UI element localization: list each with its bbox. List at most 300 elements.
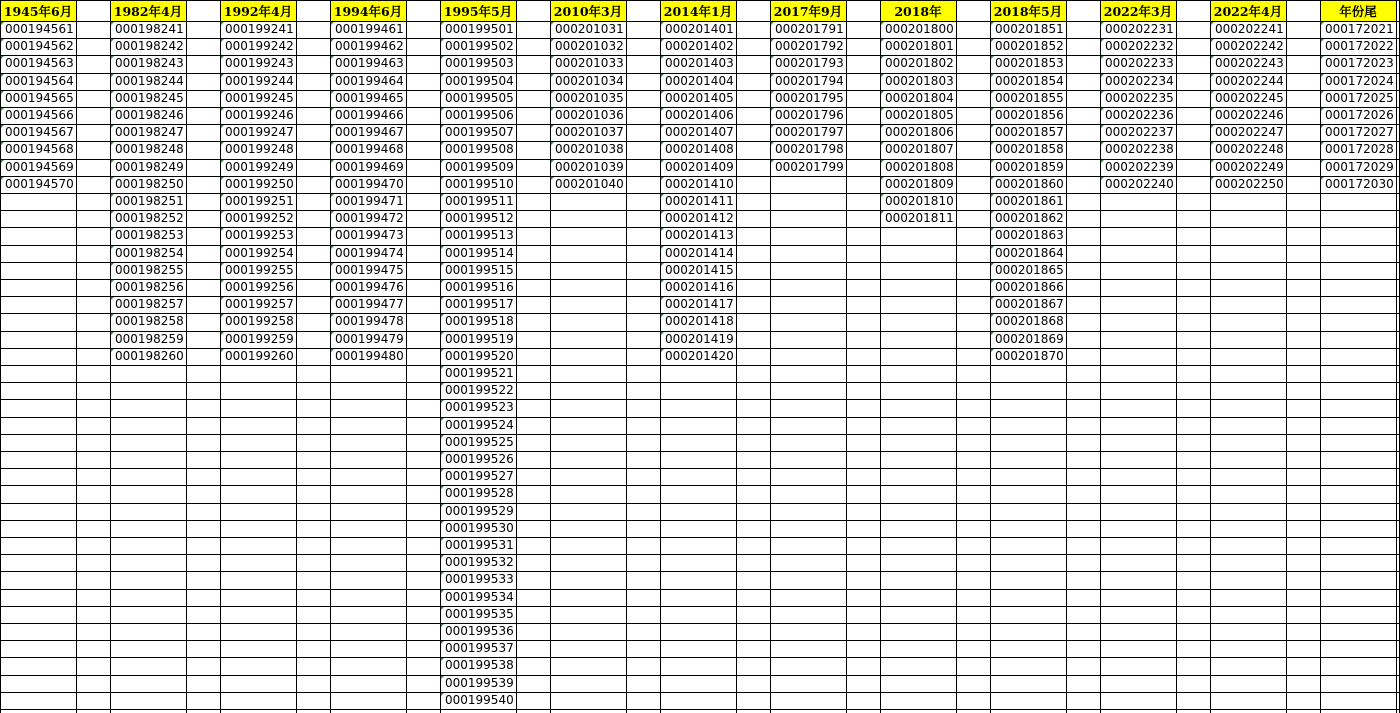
table-cell[interactable]: [990, 245, 1066, 262]
grid-line: [0, 537, 1400, 538]
table-cell[interactable]: [990, 262, 1066, 279]
cell-value: 000199464: [335, 73, 404, 88]
table-cell[interactable]: [0, 176, 76, 193]
cell-value: 000201808: [885, 159, 954, 174]
grid-line: [0, 606, 1400, 607]
cell-value: 000199540: [445, 692, 514, 707]
table-cell[interactable]: [220, 313, 296, 330]
table-cell[interactable]: [880, 55, 956, 72]
table-cell[interactable]: [770, 73, 846, 90]
table-cell[interactable]: [330, 193, 406, 210]
table-cell[interactable]: [330, 331, 406, 348]
cell-value: 000202239: [1105, 159, 1174, 174]
table-cell[interactable]: [440, 640, 516, 657]
table-cell[interactable]: [660, 193, 736, 210]
table-cell[interactable]: [110, 227, 186, 244]
table-cell[interactable]: [330, 90, 406, 107]
table-cell[interactable]: [1100, 141, 1176, 158]
table-cell[interactable]: [990, 331, 1066, 348]
cell-value: 000198245: [115, 90, 184, 105]
table-cell[interactable]: [330, 124, 406, 141]
table-cell[interactable]: [110, 55, 186, 72]
table-cell[interactable]: [220, 245, 296, 262]
table-cell[interactable]: [0, 107, 76, 124]
table-cell[interactable]: [110, 279, 186, 296]
column-header[interactable]: 2018年: [880, 0, 956, 21]
table-cell[interactable]: [440, 227, 516, 244]
table-cell[interactable]: [220, 107, 296, 124]
table-cell[interactable]: [330, 176, 406, 193]
cell-value: 000201039: [555, 159, 624, 174]
table-cell[interactable]: [550, 141, 626, 158]
column-header[interactable]: 1992年4月: [220, 0, 296, 21]
table-cell[interactable]: [110, 73, 186, 90]
table-cell[interactable]: [220, 296, 296, 313]
cell-value: 000199473: [335, 228, 404, 243]
table-cell[interactable]: [220, 73, 296, 90]
table-cell[interactable]: [770, 124, 846, 141]
table-cell[interactable]: [440, 554, 516, 571]
table-cell[interactable]: [770, 141, 846, 158]
table-cell[interactable]: [990, 193, 1066, 210]
table-cell[interactable]: [330, 210, 406, 227]
cell-value: 000201861: [995, 194, 1064, 208]
grid-line: [0, 279, 1400, 280]
table-cell[interactable]: [220, 262, 296, 279]
cell-value: 000199254: [225, 245, 294, 260]
table-cell[interactable]: [440, 124, 516, 141]
table-cell[interactable]: [880, 73, 956, 90]
table-cell[interactable]: [220, 227, 296, 244]
table-cell[interactable]: [330, 296, 406, 313]
table-cell[interactable]: [1320, 73, 1396, 90]
cell-value: 000202235: [1105, 90, 1174, 105]
table-cell[interactable]: [440, 159, 516, 176]
table-cell[interactable]: [110, 141, 186, 158]
table-cell[interactable]: [660, 296, 736, 313]
cell-value: 000201416: [665, 280, 734, 294]
cell-value: 000199530: [445, 520, 514, 535]
table-cell[interactable]: [880, 90, 956, 107]
cell-value: 000199506: [445, 108, 514, 122]
table-cell[interactable]: [550, 124, 626, 141]
table-cell[interactable]: [440, 296, 516, 313]
table-cell[interactable]: [1210, 124, 1286, 141]
table-cell[interactable]: [220, 141, 296, 158]
table-cell[interactable]: [550, 21, 626, 38]
table-cell[interactable]: [550, 90, 626, 107]
cell-value: 000198258: [115, 314, 184, 329]
cell-value: 000201863: [995, 228, 1064, 243]
cell-value: 000198252: [115, 211, 184, 226]
grid-line: [0, 451, 1400, 452]
cell-value: 000201869: [995, 331, 1064, 346]
table-cell[interactable]: [660, 348, 736, 365]
table-cell[interactable]: [1320, 90, 1396, 107]
table-cell[interactable]: [1210, 21, 1286, 38]
cell-value: 000199461: [335, 22, 404, 36]
table-cell[interactable]: [770, 55, 846, 72]
table-cell[interactable]: [660, 227, 736, 244]
table-cell[interactable]: [110, 245, 186, 262]
table-cell[interactable]: [440, 623, 516, 640]
column-header[interactable]: 1994年6月: [330, 0, 406, 21]
column-header[interactable]: 2022年3月: [1100, 0, 1176, 21]
table-cell[interactable]: [0, 90, 76, 107]
table-cell[interactable]: [440, 537, 516, 554]
table-cell[interactable]: [1100, 90, 1176, 107]
table-cell[interactable]: [220, 331, 296, 348]
table-cell[interactable]: [770, 21, 846, 38]
table-cell[interactable]: [0, 141, 76, 158]
cell-value: 000199253: [225, 228, 294, 243]
table-cell[interactable]: [660, 73, 736, 90]
table-cell[interactable]: [660, 176, 736, 193]
cell-value: 000201793: [775, 56, 844, 71]
table-cell[interactable]: [1100, 21, 1176, 38]
cell-value: 000201798: [775, 142, 844, 157]
table-cell[interactable]: [440, 606, 516, 623]
cell-value: 000198251: [115, 194, 184, 208]
table-cell[interactable]: [1320, 176, 1396, 193]
cell-value: 000202250: [1215, 176, 1284, 191]
table-cell[interactable]: [550, 107, 626, 124]
cell-value: 000199533: [445, 572, 514, 587]
table-cell[interactable]: [660, 141, 736, 158]
table-cell[interactable]: [220, 279, 296, 296]
table-cell[interactable]: [880, 176, 956, 193]
table-cell[interactable]: [440, 107, 516, 124]
cell-value: 000199468: [335, 142, 404, 157]
table-cell[interactable]: [440, 520, 516, 537]
table-cell[interactable]: [330, 141, 406, 158]
table-cell[interactable]: [880, 107, 956, 124]
table-cell[interactable]: [990, 21, 1066, 38]
table-cell[interactable]: [1210, 107, 1286, 124]
grid-line: [0, 245, 1400, 246]
grid-line: [0, 107, 1400, 108]
table-cell[interactable]: [440, 657, 516, 674]
column-header[interactable]: 1982年4月: [110, 0, 186, 21]
table-cell[interactable]: [440, 434, 516, 451]
table-cell[interactable]: [0, 55, 76, 72]
table-cell[interactable]: [660, 124, 736, 141]
table-cell[interactable]: [0, 124, 76, 141]
table-cell[interactable]: [1100, 159, 1176, 176]
table-cell[interactable]: [440, 589, 516, 606]
table-cell[interactable]: [330, 262, 406, 279]
table-cell[interactable]: [1210, 73, 1286, 90]
cell-value: 000201411: [665, 194, 734, 208]
table-cell[interactable]: [770, 159, 846, 176]
table-cell[interactable]: [1100, 38, 1176, 55]
table-cell[interactable]: [660, 331, 736, 348]
column-header[interactable]: 2018年5月: [990, 0, 1066, 21]
table-cell[interactable]: [550, 38, 626, 55]
table-cell[interactable]: [1320, 107, 1396, 124]
table-cell[interactable]: [220, 176, 296, 193]
table-cell[interactable]: [0, 21, 76, 38]
table-cell[interactable]: [110, 21, 186, 38]
cell-value: 000199504: [445, 73, 514, 88]
table-cell[interactable]: [110, 331, 186, 348]
table-cell[interactable]: [880, 141, 956, 158]
table-cell[interactable]: [550, 159, 626, 176]
cell-value: 000172023: [1325, 56, 1394, 71]
table-cell[interactable]: [110, 90, 186, 107]
table-cell[interactable]: [1320, 159, 1396, 176]
table-cell[interactable]: [110, 176, 186, 193]
table-cell[interactable]: [330, 73, 406, 90]
table-cell[interactable]: [440, 245, 516, 262]
cell-value: 000199260: [225, 348, 294, 363]
cell-value: 000199514: [445, 245, 514, 260]
table-cell[interactable]: [440, 485, 516, 502]
table-cell[interactable]: [990, 313, 1066, 330]
cell-value: 000201806: [885, 125, 954, 140]
table-cell[interactable]: [110, 124, 186, 141]
table-cell[interactable]: [220, 193, 296, 210]
table-cell[interactable]: [660, 21, 736, 38]
table-cell[interactable]: [440, 365, 516, 382]
table-cell[interactable]: [110, 313, 186, 330]
table-cell[interactable]: [440, 399, 516, 416]
table-cell[interactable]: [1210, 159, 1286, 176]
table-cell[interactable]: [330, 159, 406, 176]
table-cell[interactable]: [440, 262, 516, 279]
cell-value: 000202245: [1215, 90, 1284, 105]
table-cell[interactable]: [220, 159, 296, 176]
table-cell[interactable]: [110, 296, 186, 313]
table-cell[interactable]: [990, 73, 1066, 90]
table-cell[interactable]: [990, 210, 1066, 227]
table-cell[interactable]: [220, 124, 296, 141]
cell-value: 000202240: [1105, 176, 1174, 191]
table-cell[interactable]: [1320, 38, 1396, 55]
table-cell[interactable]: [440, 348, 516, 365]
table-cell[interactable]: [440, 38, 516, 55]
table-cell[interactable]: [110, 107, 186, 124]
table-cell[interactable]: [880, 193, 956, 210]
table-cell[interactable]: [550, 55, 626, 72]
table-cell[interactable]: [440, 692, 516, 709]
table-cell[interactable]: [990, 124, 1066, 141]
cell-value: 000201417: [665, 297, 734, 312]
cell-value: 000199475: [335, 262, 404, 277]
table-cell[interactable]: [330, 245, 406, 262]
table-cell[interactable]: [1100, 176, 1176, 193]
cell-value: 000201866: [995, 280, 1064, 294]
table-cell[interactable]: [880, 21, 956, 38]
table-cell[interactable]: [660, 107, 736, 124]
grid-line: [0, 657, 1400, 658]
table-cell[interactable]: [330, 21, 406, 38]
table-cell[interactable]: [440, 313, 516, 330]
table-cell[interactable]: [990, 296, 1066, 313]
table-cell[interactable]: [990, 227, 1066, 244]
grid-line: [0, 623, 1400, 624]
table-cell[interactable]: [440, 279, 516, 296]
table-cell[interactable]: [330, 107, 406, 124]
table-cell[interactable]: [330, 279, 406, 296]
cell-value: 000201811: [885, 211, 954, 226]
table-cell[interactable]: [1320, 21, 1396, 38]
table-cell[interactable]: [1320, 141, 1396, 158]
table-cell[interactable]: [1210, 55, 1286, 72]
cell-value: 000199503: [445, 56, 514, 71]
table-cell[interactable]: [990, 159, 1066, 176]
table-cell[interactable]: [110, 159, 186, 176]
table-cell[interactable]: [1100, 124, 1176, 141]
table-cell[interactable]: [220, 348, 296, 365]
table-cell[interactable]: [990, 107, 1066, 124]
table-cell[interactable]: [440, 417, 516, 434]
column-header[interactable]: 2017年9月: [770, 0, 846, 21]
cell-value: 000201419: [665, 331, 734, 346]
table-cell[interactable]: [110, 348, 186, 365]
table-cell[interactable]: [770, 38, 846, 55]
cell-value: 000201795: [775, 90, 844, 105]
grid-line: [0, 176, 1400, 177]
table-cell[interactable]: [440, 193, 516, 210]
table-cell[interactable]: [440, 331, 516, 348]
grid-line: [0, 589, 1400, 590]
table-cell[interactable]: [330, 227, 406, 244]
cell-value: 000201805: [885, 108, 954, 122]
cell-value: 000201792: [775, 39, 844, 54]
table-cell[interactable]: [1100, 73, 1176, 90]
grid-line: [0, 503, 1400, 504]
cell-value: 000199517: [445, 297, 514, 312]
table-cell[interactable]: [220, 90, 296, 107]
column-header[interactable]: 1945年6月: [0, 0, 76, 21]
table-cell[interactable]: [220, 210, 296, 227]
column-header[interactable]: 2022年4月: [1210, 0, 1286, 21]
table-cell[interactable]: [440, 503, 516, 520]
cell-value: 000201402: [665, 39, 734, 54]
table-cell[interactable]: [660, 38, 736, 55]
table-cell[interactable]: [660, 262, 736, 279]
table-cell[interactable]: [1210, 38, 1286, 55]
cell-value: 000202238: [1105, 142, 1174, 157]
grid-line: [0, 554, 1400, 555]
table-cell[interactable]: [440, 21, 516, 38]
table-cell[interactable]: [0, 73, 76, 90]
cell-value: 000201401: [665, 22, 734, 36]
table-cell[interactable]: [440, 55, 516, 72]
table-cell[interactable]: [330, 313, 406, 330]
table-cell[interactable]: [660, 313, 736, 330]
column-header[interactable]: 1995年5月: [440, 0, 516, 21]
table-cell[interactable]: [440, 73, 516, 90]
table-cell[interactable]: [660, 90, 736, 107]
table-cell[interactable]: [660, 279, 736, 296]
table-cell[interactable]: [880, 38, 956, 55]
table-cell[interactable]: [550, 73, 626, 90]
table-cell[interactable]: [1100, 55, 1176, 72]
table-cell[interactable]: [220, 55, 296, 72]
table-cell[interactable]: [660, 210, 736, 227]
column-header[interactable]: 2010年3月: [550, 0, 626, 21]
cell-value: 000202237: [1105, 125, 1174, 140]
table-cell[interactable]: [0, 159, 76, 176]
cell-value: 000201404: [665, 73, 734, 88]
table-cell[interactable]: [990, 90, 1066, 107]
table-cell[interactable]: [660, 55, 736, 72]
table-cell[interactable]: [220, 21, 296, 38]
table-cell[interactable]: [440, 468, 516, 485]
table-cell[interactable]: [1210, 141, 1286, 158]
table-cell[interactable]: [220, 38, 296, 55]
table-cell[interactable]: [440, 382, 516, 399]
table-cell[interactable]: [770, 107, 846, 124]
cell-value: 000194563: [5, 56, 74, 71]
grid-line: [0, 399, 1400, 400]
table-cell[interactable]: [1320, 55, 1396, 72]
table-cell[interactable]: [110, 193, 186, 210]
table-cell[interactable]: [880, 210, 956, 227]
table-cell[interactable]: [330, 348, 406, 365]
table-cell[interactable]: [990, 38, 1066, 55]
grid-line: [0, 709, 1400, 710]
table-cell[interactable]: [880, 124, 956, 141]
table-cell[interactable]: [990, 348, 1066, 365]
cell-value: 000172027: [1325, 125, 1394, 140]
column-header[interactable]: 2014年1月: [660, 0, 736, 21]
table-cell[interactable]: [990, 141, 1066, 158]
table-cell[interactable]: [440, 451, 516, 468]
table-cell[interactable]: [330, 38, 406, 55]
table-cell[interactable]: [110, 38, 186, 55]
cell-value: 000198254: [115, 245, 184, 260]
table-cell[interactable]: [440, 176, 516, 193]
table-cell[interactable]: [880, 159, 956, 176]
table-cell[interactable]: [440, 90, 516, 107]
table-cell[interactable]: [990, 279, 1066, 296]
cell-value: 000201864: [995, 245, 1064, 260]
cell-value: 000199509: [445, 159, 514, 174]
cell-value: 000199508: [445, 142, 514, 157]
cell-value: 000201854: [995, 73, 1064, 88]
cell-value: 000199520: [445, 348, 514, 363]
cell-value: 000194569: [5, 159, 74, 174]
table-cell[interactable]: [0, 38, 76, 55]
table-cell[interactable]: [440, 210, 516, 227]
table-cell[interactable]: [440, 141, 516, 158]
table-cell[interactable]: [770, 90, 846, 107]
table-cell[interactable]: [660, 159, 736, 176]
table-cell[interactable]: [330, 55, 406, 72]
cell-value: 000199472: [335, 211, 404, 226]
column-header[interactable]: 年份尾: [1320, 0, 1396, 21]
cell-value: 000199501: [445, 22, 514, 36]
table-cell[interactable]: [440, 571, 516, 588]
table-cell[interactable]: [1210, 90, 1286, 107]
table-cell[interactable]: [110, 262, 186, 279]
table-cell[interactable]: [1100, 107, 1176, 124]
cell-value: 000199469: [335, 159, 404, 174]
grid-line: [0, 365, 1400, 366]
table-cell[interactable]: [550, 176, 626, 193]
table-cell[interactable]: [990, 55, 1066, 72]
table-cell[interactable]: [990, 176, 1066, 193]
table-cell[interactable]: [1320, 124, 1396, 141]
table-cell[interactable]: [110, 210, 186, 227]
table-cell[interactable]: [1210, 176, 1286, 193]
grid-line: [0, 640, 1400, 641]
table-cell[interactable]: [660, 245, 736, 262]
table-cell[interactable]: [440, 675, 516, 692]
